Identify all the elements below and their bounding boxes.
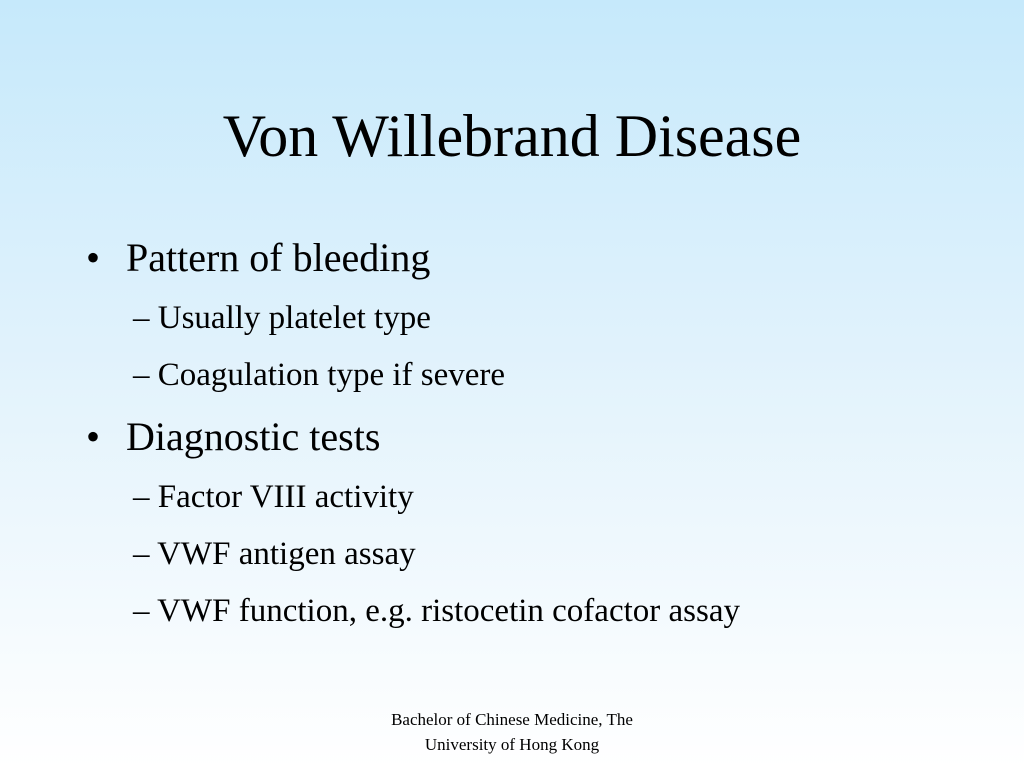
bullet-text: Diagnostic tests bbox=[126, 414, 381, 459]
bullet-marker: • bbox=[86, 235, 101, 280]
footer-line: University of Hong Kong bbox=[424, 735, 600, 754]
slide-title: Von Willebrand Disease bbox=[222, 103, 802, 169]
bullet-item bbox=[86, 233, 430, 283]
bullet-item bbox=[86, 412, 380, 462]
bullet-marker: • bbox=[86, 414, 101, 459]
sub-bullet-item: – Coagulation type if severe bbox=[133, 357, 506, 393]
slide-footer bbox=[312, 707, 712, 757]
footer-line: Bachelor of Chinese Medicine, The bbox=[391, 710, 633, 729]
bullet-text: Pattern of bleeding bbox=[126, 235, 431, 280]
sub-bullet-item: – Factor VIII activity bbox=[133, 479, 414, 515]
sub-bullet-item: – Usually platelet type bbox=[133, 300, 431, 336]
sub-bullet-item: – VWF antigen assay bbox=[133, 536, 416, 572]
sub-bullet-item: – VWF function, e.g. ristocetin cofactor assay bbox=[133, 593, 740, 629]
